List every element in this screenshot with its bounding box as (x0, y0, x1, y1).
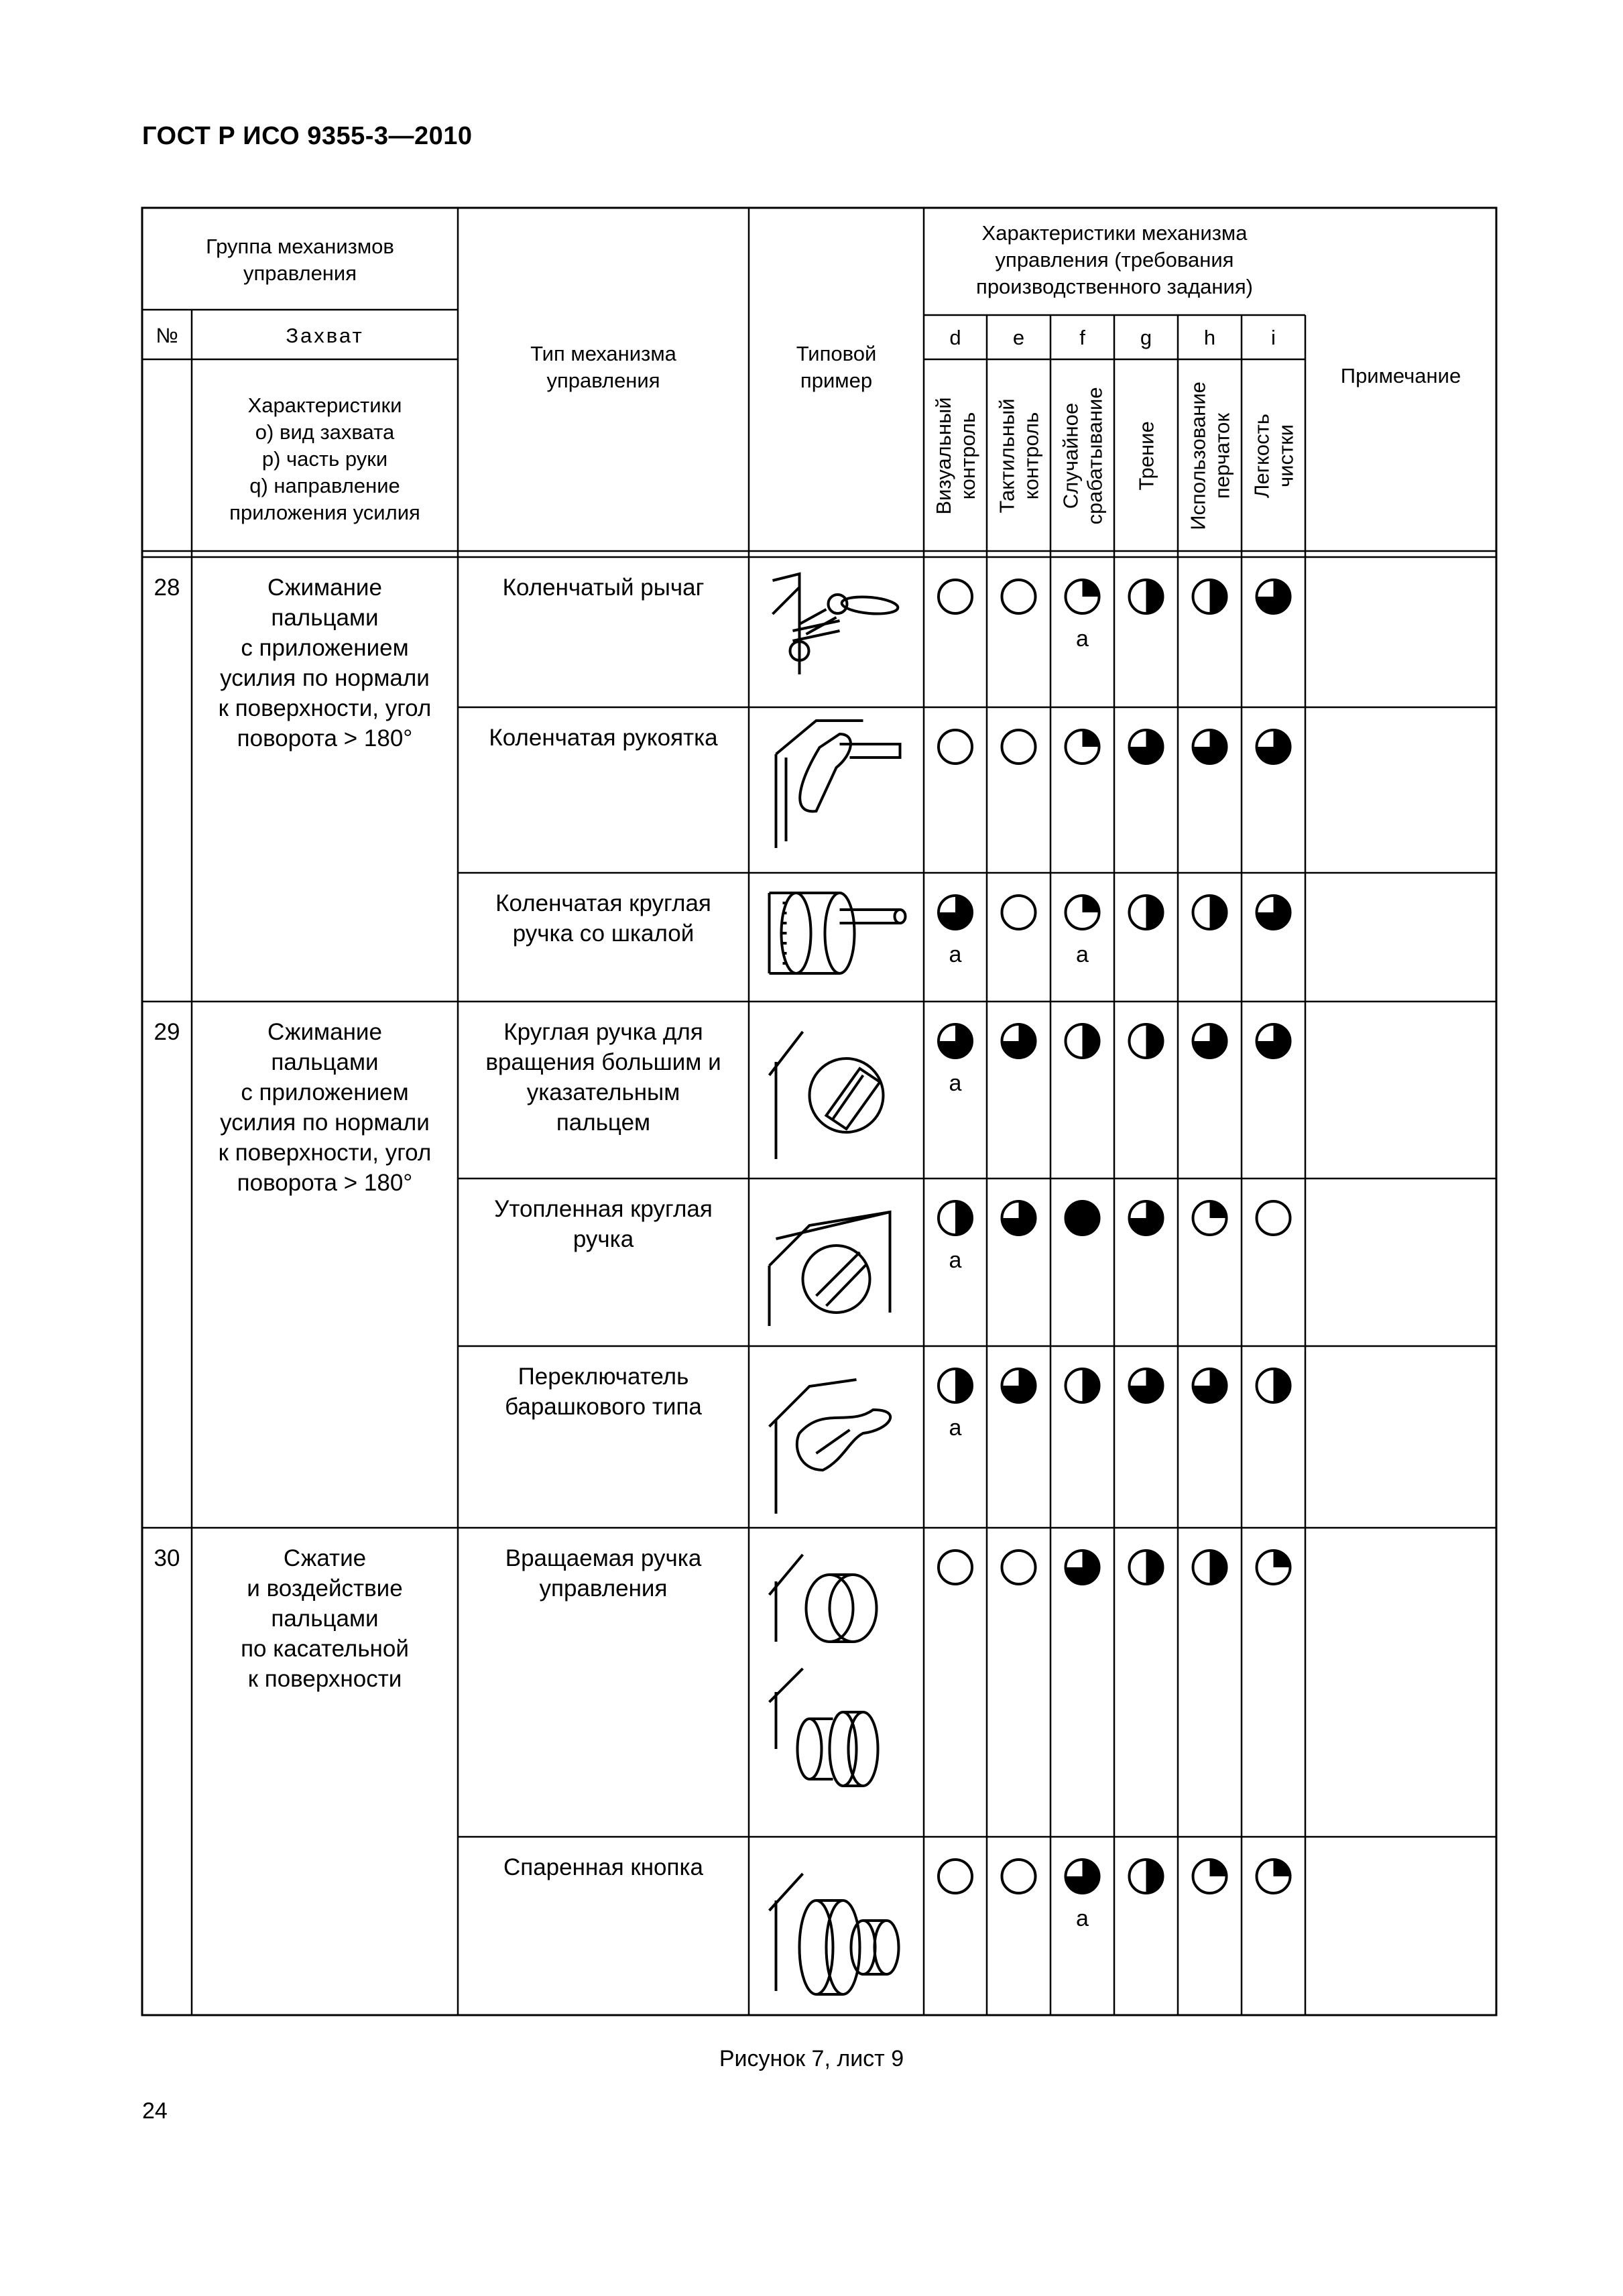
rating-mark-3 (1130, 1369, 1163, 1402)
control-type-label: Вращаемая ручка управления (505, 1545, 702, 1602)
footnote-mark: a (949, 1248, 962, 1273)
rating-mark-3 (1257, 580, 1290, 613)
rating-mark-3 (1257, 896, 1290, 929)
header-note-label: Примечание (1340, 364, 1461, 387)
group-grip-29: Сжимание пальцами с приложением усилия по нормали к поверхности, угол поворота > 180° (218, 1019, 432, 1196)
criterion-label: контроль (956, 412, 979, 500)
rating-mark-2 (1257, 1369, 1290, 1402)
control-type-label: Коленчатая круглая ручка со шкалой (495, 890, 711, 947)
group-number-30: 30 (154, 1545, 180, 1571)
document-title: ГОСТ Р ИСО 9355-3—2010 (142, 122, 473, 150)
rating-mark-0 (939, 580, 972, 613)
page-number: 24 (142, 2098, 168, 2124)
header-group-label: Группа механизмов управления (206, 235, 394, 285)
rating-mark-3 (1193, 1024, 1227, 1058)
rating-mark-2 (1193, 896, 1227, 929)
rating-mark-4 (1066, 1201, 1099, 1235)
rating-mark-1 (1066, 730, 1099, 764)
rating-mark-0 (1257, 1201, 1290, 1235)
header-typical-example-label: Типовой пример (796, 342, 877, 392)
rating-mark-2 (1130, 1551, 1163, 1584)
header-number-label: № (156, 324, 178, 347)
rating-mark-2 (1130, 580, 1163, 613)
rating-mark-2 (1193, 580, 1227, 613)
rating-mark-2 (1130, 896, 1163, 929)
footnote-mark: a (1076, 942, 1089, 967)
footnote-mark: a (1076, 626, 1089, 652)
header-letter-g: g (1140, 326, 1152, 349)
rating-mark-3 (939, 1024, 972, 1058)
criterion-label: срабатывание (1083, 387, 1107, 525)
control-type-label: Утопленная круглая ручка (494, 1196, 713, 1252)
criterion-label: Трение (1134, 421, 1158, 491)
rating-mark-0 (1002, 730, 1036, 764)
table-header (156, 221, 1461, 530)
rating-mark-1 (1193, 1201, 1227, 1235)
header-criterion-3 (1135, 421, 1158, 490)
rating-mark-2 (939, 1201, 972, 1235)
rating-mark-0 (1002, 580, 1036, 613)
criterion-label: Легкость (1250, 414, 1274, 498)
rating-mark-3 (1130, 1201, 1163, 1235)
table-body (154, 575, 1089, 1931)
header-criterion-1 (996, 398, 1043, 513)
dual-knob-icon (770, 1874, 899, 1994)
rating-mark-3 (1002, 1201, 1036, 1235)
group-grip-28: Сжимание пальцами с приложением усилия по нормали к поверхности, угол поворота > 180° (218, 575, 432, 751)
header-grip-label: Захват (286, 324, 364, 347)
rating-mark-3 (1002, 1024, 1036, 1058)
typical-examples (770, 574, 906, 1994)
criterion-label: Использование (1186, 381, 1210, 530)
header-criterion-2 (1059, 387, 1107, 524)
header-criterion-5 (1250, 414, 1298, 498)
criterion-label: перчаток (1210, 413, 1234, 499)
rating-mark-1 (1257, 1551, 1290, 1584)
footnote-mark: a (949, 942, 962, 967)
control-type-label: Коленчатый рычаг (502, 575, 705, 601)
header-letter-e: e (1012, 326, 1025, 349)
rating-mark-0 (1002, 1551, 1036, 1584)
figure-caption: Рисунок 7, лист 9 (719, 2046, 904, 2071)
rating-mark-2 (1066, 1024, 1099, 1058)
criterion-label: Тактильный (995, 398, 1019, 513)
criterion-label: Визуальный (932, 397, 955, 515)
rating-mark-3 (1130, 730, 1163, 764)
rating-mark-3 (1257, 1024, 1290, 1058)
footnote-mark: a (949, 1415, 962, 1441)
header-letter-d: d (949, 326, 961, 349)
criterion-label: чистки (1274, 424, 1298, 488)
rating-mark-3 (1066, 1860, 1099, 1893)
rating-mark-1 (1193, 1860, 1227, 1893)
rating-mark-2 (939, 1369, 972, 1402)
rating-mark-0 (939, 1551, 972, 1584)
rating-mark-2 (1193, 1551, 1227, 1584)
header-control-type-label: Тип механизма управления (530, 342, 676, 392)
crank-knob-dial-icon (770, 893, 906, 973)
recessed-knob-icon (770, 1212, 890, 1326)
rating-mark-0 (1002, 896, 1036, 929)
header-characteristics-label: Характеристики o) вид захвата p) часть руки q) направление приложения усилия (229, 394, 420, 524)
criterion-label: Случайное (1059, 402, 1083, 509)
footnote-mark: a (949, 1071, 962, 1096)
rating-mark-3 (1193, 730, 1227, 764)
header-mechanism-characteristics-label: Характеристики механизма управления (требования производственного задания) (976, 221, 1253, 298)
rating-mark-2 (1130, 1860, 1163, 1893)
control-type-label: Спаренная кнопка (503, 1854, 704, 1880)
rating-mark-1 (1066, 580, 1099, 613)
control-type-label: Коленчатая рукоятка (489, 725, 718, 751)
control-type-label: Переключатель барашкового типа (505, 1364, 702, 1420)
rating-mark-0 (939, 1860, 972, 1893)
round-knob-icon (770, 1032, 884, 1159)
header-letter-f: f (1079, 326, 1085, 349)
rating-mark-0 (1002, 1860, 1036, 1893)
rotary-knob-icon (770, 1555, 878, 1786)
rating-mark-1 (1257, 1860, 1290, 1893)
rating-mark-1 (1066, 896, 1099, 929)
footnote-mark: a (1076, 1906, 1089, 1931)
criterion-label: контроль (1019, 412, 1043, 500)
group-grip-30: Сжатие и воздействие пальцами по касательной к поверхности (241, 1545, 409, 1692)
header-letter-h: h (1203, 326, 1216, 349)
crank-lever-icon (773, 574, 899, 674)
header-criterion-0 (932, 397, 979, 514)
rating-mark-3 (1257, 730, 1290, 764)
control-type-label: Круглая ручка для вращения большим и указательным пальцем (485, 1019, 721, 1136)
rating-mark-3 (1066, 1551, 1099, 1584)
group-number-28: 28 (154, 575, 180, 601)
rating-mark-3 (939, 896, 972, 929)
header-letter-i: i (1271, 326, 1276, 349)
group-number-29: 29 (154, 1019, 180, 1045)
rating-mark-2 (1066, 1369, 1099, 1402)
rating-mark-2 (1130, 1024, 1163, 1058)
rating-mark-0 (939, 730, 972, 764)
wing-switch-icon (770, 1380, 891, 1514)
rating-mark-3 (1193, 1369, 1227, 1402)
rating-mark-3 (1002, 1369, 1036, 1402)
crank-handle-icon (776, 721, 900, 848)
header-criterion-4 (1187, 381, 1234, 530)
